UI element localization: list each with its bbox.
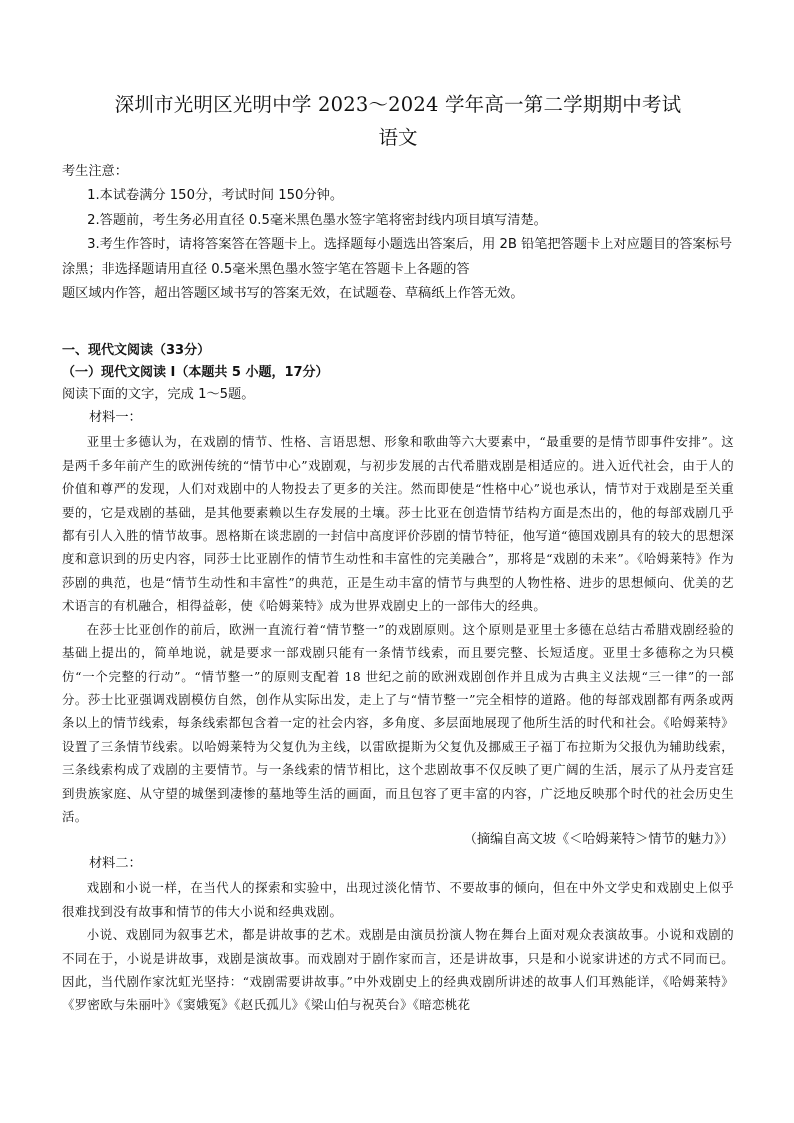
candidate-notice (62, 160, 734, 306)
material-one-label: 材料一： (89, 410, 142, 426)
material-two-paragraph: 小说、戏剧同为叙事艺术，都是讲故事的艺术。戏剧是由演员扮演人物在舞台上面对观众表演故事。小说和戏剧的不同在于，小说是讲故事，戏剧是演故事。而戏剧对于剧作家而言，还是讲故事，只是和小说家讲述的方式不同而已。因此，当代剧作家沈虹光坚持：“戏剧需要讲故事。”中外戏剧史上的经典戏剧所讲述的故事人们耳熟能详，《哈姆莱特》《罗密欧与朱丽叶》《窦娥冤》《赵氏孤儿》《梁山伯与祝英台》《暗恋桃花 (62, 927, 734, 1013)
notice-item: 1.本试卷满分 150分，考试时间 150分钟。 (87, 188, 344, 204)
material-two-paragraph: 戏剧和小说一样，在当代人的探索和实验中，出现过淡化情节、不要故事的倾向，但在中外文学史和戏剧史上似乎很难找到没有故事和情节的伟大小说和经典戏剧。 (62, 880, 734, 919)
section-heading: 一、现代文阅读（33分） (62, 343, 211, 359)
notice-item: 3.考生作答时，请将答案答在答题卡上。选择题每小题选出答案后，用 2B 铅笔把答题卡上对应题目的答案标号涂黑；非选择题请用直径 0.5毫米黑色墨水签字笔在答题卡上各题的答 (62, 237, 733, 277)
subsection-heading: （一）现代文阅读 I（本题共 5 小题，17分） (62, 365, 329, 381)
notice-heading: 考生注意： (62, 164, 128, 179)
spacer (62, 306, 734, 340)
exam-title: 深圳市光明区光明中学 2023～2024 学年高一第二学期期中考试 (114, 93, 682, 116)
material-one-source: （摘编自高文坡《＜哈姆莱特＞情节的魅力》） (463, 832, 734, 848)
notice-item: 2.答题前，考生务必用直径 0.5毫米黑色墨水签字笔将密封线内项目填写清楚。 (87, 212, 547, 228)
notice-item: 题区域内作答，超出答题区域书写的答案无效，在试题卷、草稿纸上作答无效。 (62, 286, 524, 302)
subject-title: 语文 (378, 126, 418, 149)
exam-page (62, 88, 734, 1017)
reading-instruction: 阅读下面的文字，完成 1～5题。 (62, 387, 255, 403)
material-two-label: 材料二： (89, 856, 142, 872)
material-one-paragraph: 在莎士比亚创作的前后，欧洲一直流行着“情节整一”的戏剧原则。这个原则是亚里士多德在总结古希腊戏剧经验的基础上提出的，简单地说，就是要求一部戏剧只能有一条情节线索，而且要完整、长短适度。亚里士多德称之为只模仿“一个完整的行动”。“情节整一”的原则支配着 18 世纪之前的欧洲戏剧创作并且成为古典主义法规“三一律”的一部分。莎士比亚强调戏剧模仿自然，创作从实际出发，走上了与“情节整一”完全相悖的道路。他的每部戏剧都有两条或两条以上的情节线索，每条线索都包含着一定的社会内容，多角度、多层面地展现了他所生活的时代和社会。《哈姆莱特》设置了三条情节线索。以哈姆莱特为父复仇为主线，以雷欧提斯为父复仇及挪威王子福丁布拉斯为父报仇为辅助线索，三条线索构成了戏剧的主要情节。与一条线索的情节相比，这个悲剧故事不仅反映了更广阔的生活，展示了从丹麦宫廷到贵族家庭、从守望的城堡到凄惨的墓地等生活的画面，而且包容了更丰富的内容，广泛地反映那个时代的社会历史生活。 (62, 621, 734, 824)
material-one-paragraph: 亚里士多德认为，在戏剧的情节、性格、言语思想、形象和歌曲等六大要素中，“最重要的是情节即事件安排”。这是两千多年前产生的欧洲传统的“情节中心”戏剧观，与初步发展的古代希腊戏剧是相适应的。进入近代社会，由于人的价值和尊严的发现，人们对戏剧中的人物投去了更多的关注。然而即使是“性格中心”说也承认，情节对于戏剧是至关重要的，它是戏剧的基础，是其他要素赖以生存发展的土壤。莎士比亚在创造情节结构方面是杰出的，他的每部戏剧几乎都有引人入胜的情节故事。恩格斯在谈悲剧的一封信中高度评价莎剧的情节特征，他写道“德国戏剧具有的较大的思想深度和意识到的历史内容，同莎士比亚剧作的情节生动性和丰富性的完美融合”，那将是“戏剧的未来”。《哈姆莱特》作为莎剧的典范，也是“情节生动性和丰富性”的典范，正是生动丰富的情节与典型的人物性格、进步的思想倾向、优美的艺术语言的有机融合，相得益彰，使《哈姆莱特》成为世界戏剧史上的一部伟大的经典。 (62, 434, 734, 614)
